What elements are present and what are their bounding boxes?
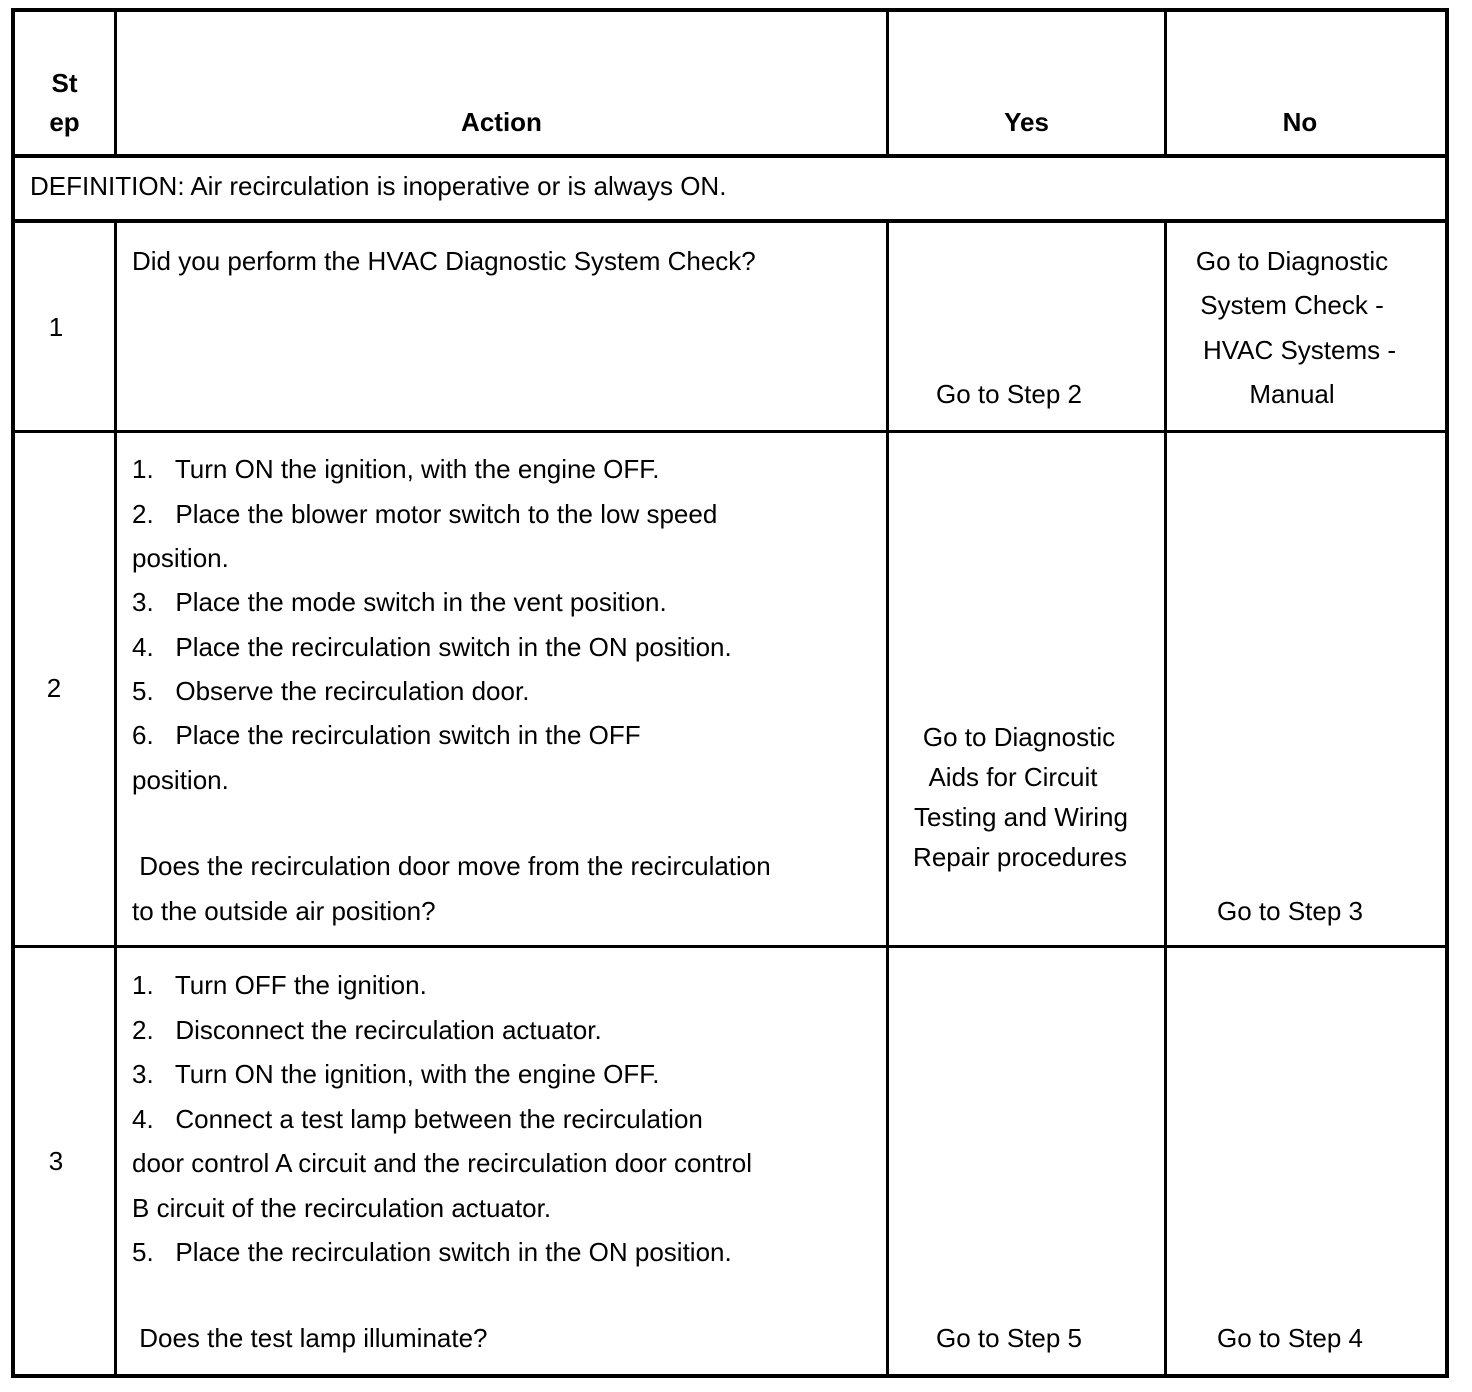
no-outcome: Go to Step 3 (1217, 896, 1363, 926)
row1-divider (11, 430, 1449, 433)
header-action: Action (461, 107, 542, 137)
action-line: 4. Connect a test lamp between the recirculation (132, 1104, 703, 1134)
step-number: 1 (48, 312, 64, 342)
action-line: 5. Place the recirculation switch in the ON position. (132, 1237, 732, 1267)
yes-outcome-line: Testing and Wiring (914, 802, 1128, 832)
action-line: 4. Place the recirculation switch in the ON position. (132, 632, 732, 662)
action-question: to the outside air position? (132, 896, 436, 926)
no-outcome-line: HVAC Systems - (1202, 335, 1397, 365)
no-outcome: Go to Step 4 (1217, 1323, 1363, 1353)
row2-divider (11, 945, 1449, 948)
action-line: Did you perform the HVAC Diagnostic System Check? (132, 246, 756, 276)
action-line: 1. Turn OFF the ignition. (132, 970, 427, 1000)
header-step-line1: St (51, 68, 78, 98)
action-line: door control A circuit and the recirculation door control (132, 1148, 753, 1178)
header-yes: Yes (1004, 107, 1049, 137)
action-question: Does the recirculation door move from the recirculation (132, 851, 771, 881)
action-line: position. (132, 543, 229, 573)
action-line: 5. Observe the recirculation door. (132, 676, 530, 706)
no-outcome-line: Go to Diagnostic (1195, 246, 1389, 276)
step-number: 3 (48, 1146, 64, 1176)
yes-outcome-line: Aids for Circuit (928, 762, 1098, 792)
yes-outcome: Go to Step 2 (936, 379, 1082, 409)
action-question: Does the test lamp illuminate? (132, 1323, 488, 1353)
action-line: position. (132, 765, 229, 795)
yes-outcome-line: Go to Diagnostic (922, 722, 1116, 752)
action-line: 6. Place the recirculation switch in the OFF (132, 720, 641, 750)
definition-text: DEFINITION: Air recirculation is inoperative or is always ON. (30, 171, 727, 201)
no-outcome-line: System Check - (1200, 290, 1384, 320)
yes-outcome-line: Repair procedures (913, 842, 1127, 872)
action-line: 3. Place the mode switch in the vent position. (132, 587, 667, 617)
action-line: 2. Disconnect the recirculation actuator. (132, 1015, 602, 1045)
no-outcome-line: Manual (1249, 379, 1335, 409)
step-number: 2 (46, 673, 62, 703)
yes-outcome: Go to Step 5 (936, 1323, 1082, 1353)
definition-divider (11, 219, 1449, 223)
header-step-line2: ep (49, 107, 80, 137)
action-line: 3. Turn ON the ignition, with the engine OFF. (132, 1059, 660, 1089)
col-divider-step (114, 221, 117, 1377)
header-divider (11, 154, 1449, 158)
header-no: No (1282, 107, 1318, 137)
action-line: B circuit of the recirculation actuator. (132, 1193, 552, 1223)
action-line: 2. Place the blower motor switch to the low speed (132, 499, 718, 529)
action-line: 1. Turn ON the ignition, with the engine OFF. (132, 454, 660, 484)
